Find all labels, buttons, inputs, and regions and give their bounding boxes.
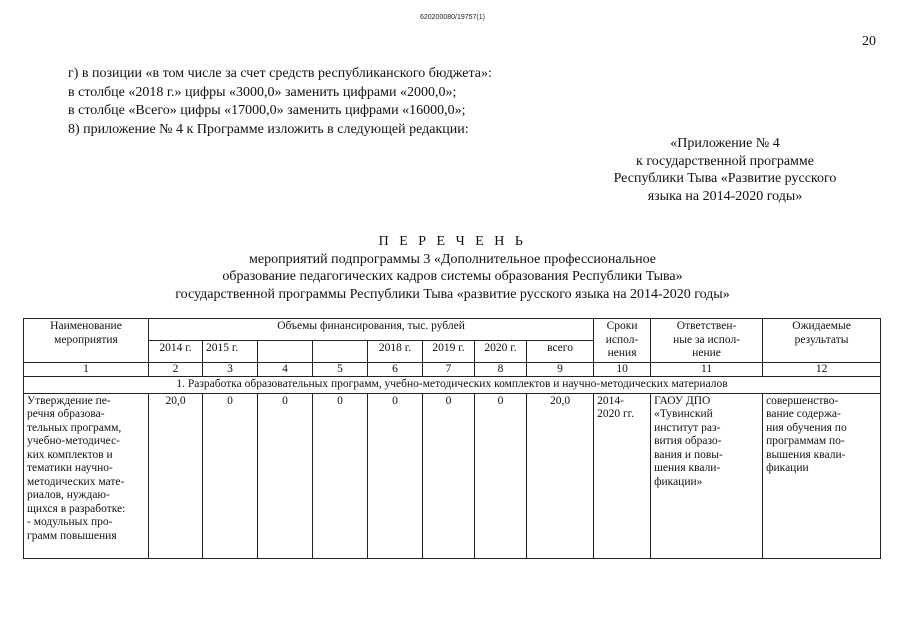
amendment-line: 8) приложение № 4 к Программе изложить в следующей редакции: <box>68 121 469 137</box>
column-number: 9 <box>527 362 594 377</box>
table-header-row <box>24 319 881 341</box>
column-number-row <box>24 362 881 377</box>
expected-results: совершенство- вание содержа- ния обучения по программам по- вышения квали- фикации <box>763 393 881 558</box>
section-row <box>24 377 881 394</box>
header-year: 2019 г. <box>423 340 475 362</box>
header-results: Ожидаемые результаты <box>763 319 881 363</box>
appendix-header <box>590 135 860 205</box>
column-number: 8 <box>475 362 527 377</box>
execution-terms: 2014- 2020 гг. <box>594 393 651 558</box>
column-number: 1 <box>24 362 149 377</box>
header-terms: Сроки испол- нения <box>594 319 651 363</box>
header-year: 2020 г. <box>475 340 527 362</box>
header-funding: Объемы финансирования, тыс. рублей <box>149 319 594 341</box>
column-number: 12 <box>763 362 881 377</box>
column-number: 2 <box>149 362 203 377</box>
appendix-line: к государственной программе <box>636 153 814 169</box>
activities-table <box>23 318 881 559</box>
column-number: 6 <box>368 362 423 377</box>
amount-2017: 0 <box>313 393 368 558</box>
amendment-line: в столбце «2018 г.» цифры «3000,0» заменить цифрами «2000,0»; <box>68 84 457 100</box>
document-id: 620200080/19757(1) <box>419 14 485 21</box>
list-title <box>0 233 905 303</box>
column-number: 11 <box>651 362 763 377</box>
column-number: 4 <box>258 362 313 377</box>
appendix-line: Республики Тыва «Развитие русского <box>613 171 837 186</box>
amendment-line: г) в позиции «в том числе за счет средств республиканского бюджета»: <box>68 66 492 81</box>
header-year: 2015 г. <box>203 340 258 362</box>
document-title: П Е Р Е Ч Е Н Ь <box>378 234 527 249</box>
amount-2019: 0 <box>423 393 475 558</box>
table-row <box>24 393 881 558</box>
header-name: Наименование мероприятия <box>24 319 149 363</box>
amendment-line: в столбце «Всего» цифры «17000,0» заменить цифрами «16000,0»; <box>68 103 466 118</box>
column-number: 5 <box>313 362 368 377</box>
responsible-party: ГАОУ ДПО «Тувинский институт раз- вития образо- вания и повы- шения квали- фикации» <box>651 393 763 558</box>
header-total: всего <box>527 340 594 362</box>
title-subline: мероприятий подпрограммы 3 «Дополнительное профессиональное <box>249 251 656 267</box>
page-number: 20 <box>862 34 876 49</box>
column-number: 3 <box>203 362 258 377</box>
column-number: 10 <box>594 362 651 377</box>
appendix-line: «Приложение № 4 <box>670 136 780 151</box>
title-subline: государственной программы Республики Тыва «развитие русского языка на 2014-2020 годы» <box>175 286 730 302</box>
header-year: 2014 г. <box>149 340 203 362</box>
appendix-line: языка на 2014-2020 годы» <box>647 188 803 204</box>
activity-name: Утверждение пе- речня образова- тельных программ, учебно-методичес- ких комплектов и тематики научно- методических мате- риалов, нуждаю- щихся в разработке: - модульных про- грамм повышения <box>24 393 149 558</box>
column-number: 7 <box>423 362 475 377</box>
header-year: 2018 г. <box>368 340 423 362</box>
title-subline: образование педагогических кадров системы образования Республики Тыва» <box>222 269 683 284</box>
amount-2014: 20,0 <box>149 393 203 558</box>
header-responsible: Ответствен- ные за испол- нение <box>651 319 763 363</box>
amount-2018: 0 <box>368 393 423 558</box>
amount-2016: 0 <box>258 393 313 558</box>
amount-total: 20,0 <box>527 393 594 558</box>
amount-2015: 0 <box>203 393 258 558</box>
header-year <box>258 340 313 362</box>
amount-2020: 0 <box>475 393 527 558</box>
amendment-list <box>68 65 492 139</box>
section-title: 1. Разработка образовательных программ, учебно-методических комплектов и научно-методических материалов <box>24 377 881 394</box>
header-year <box>313 340 368 362</box>
